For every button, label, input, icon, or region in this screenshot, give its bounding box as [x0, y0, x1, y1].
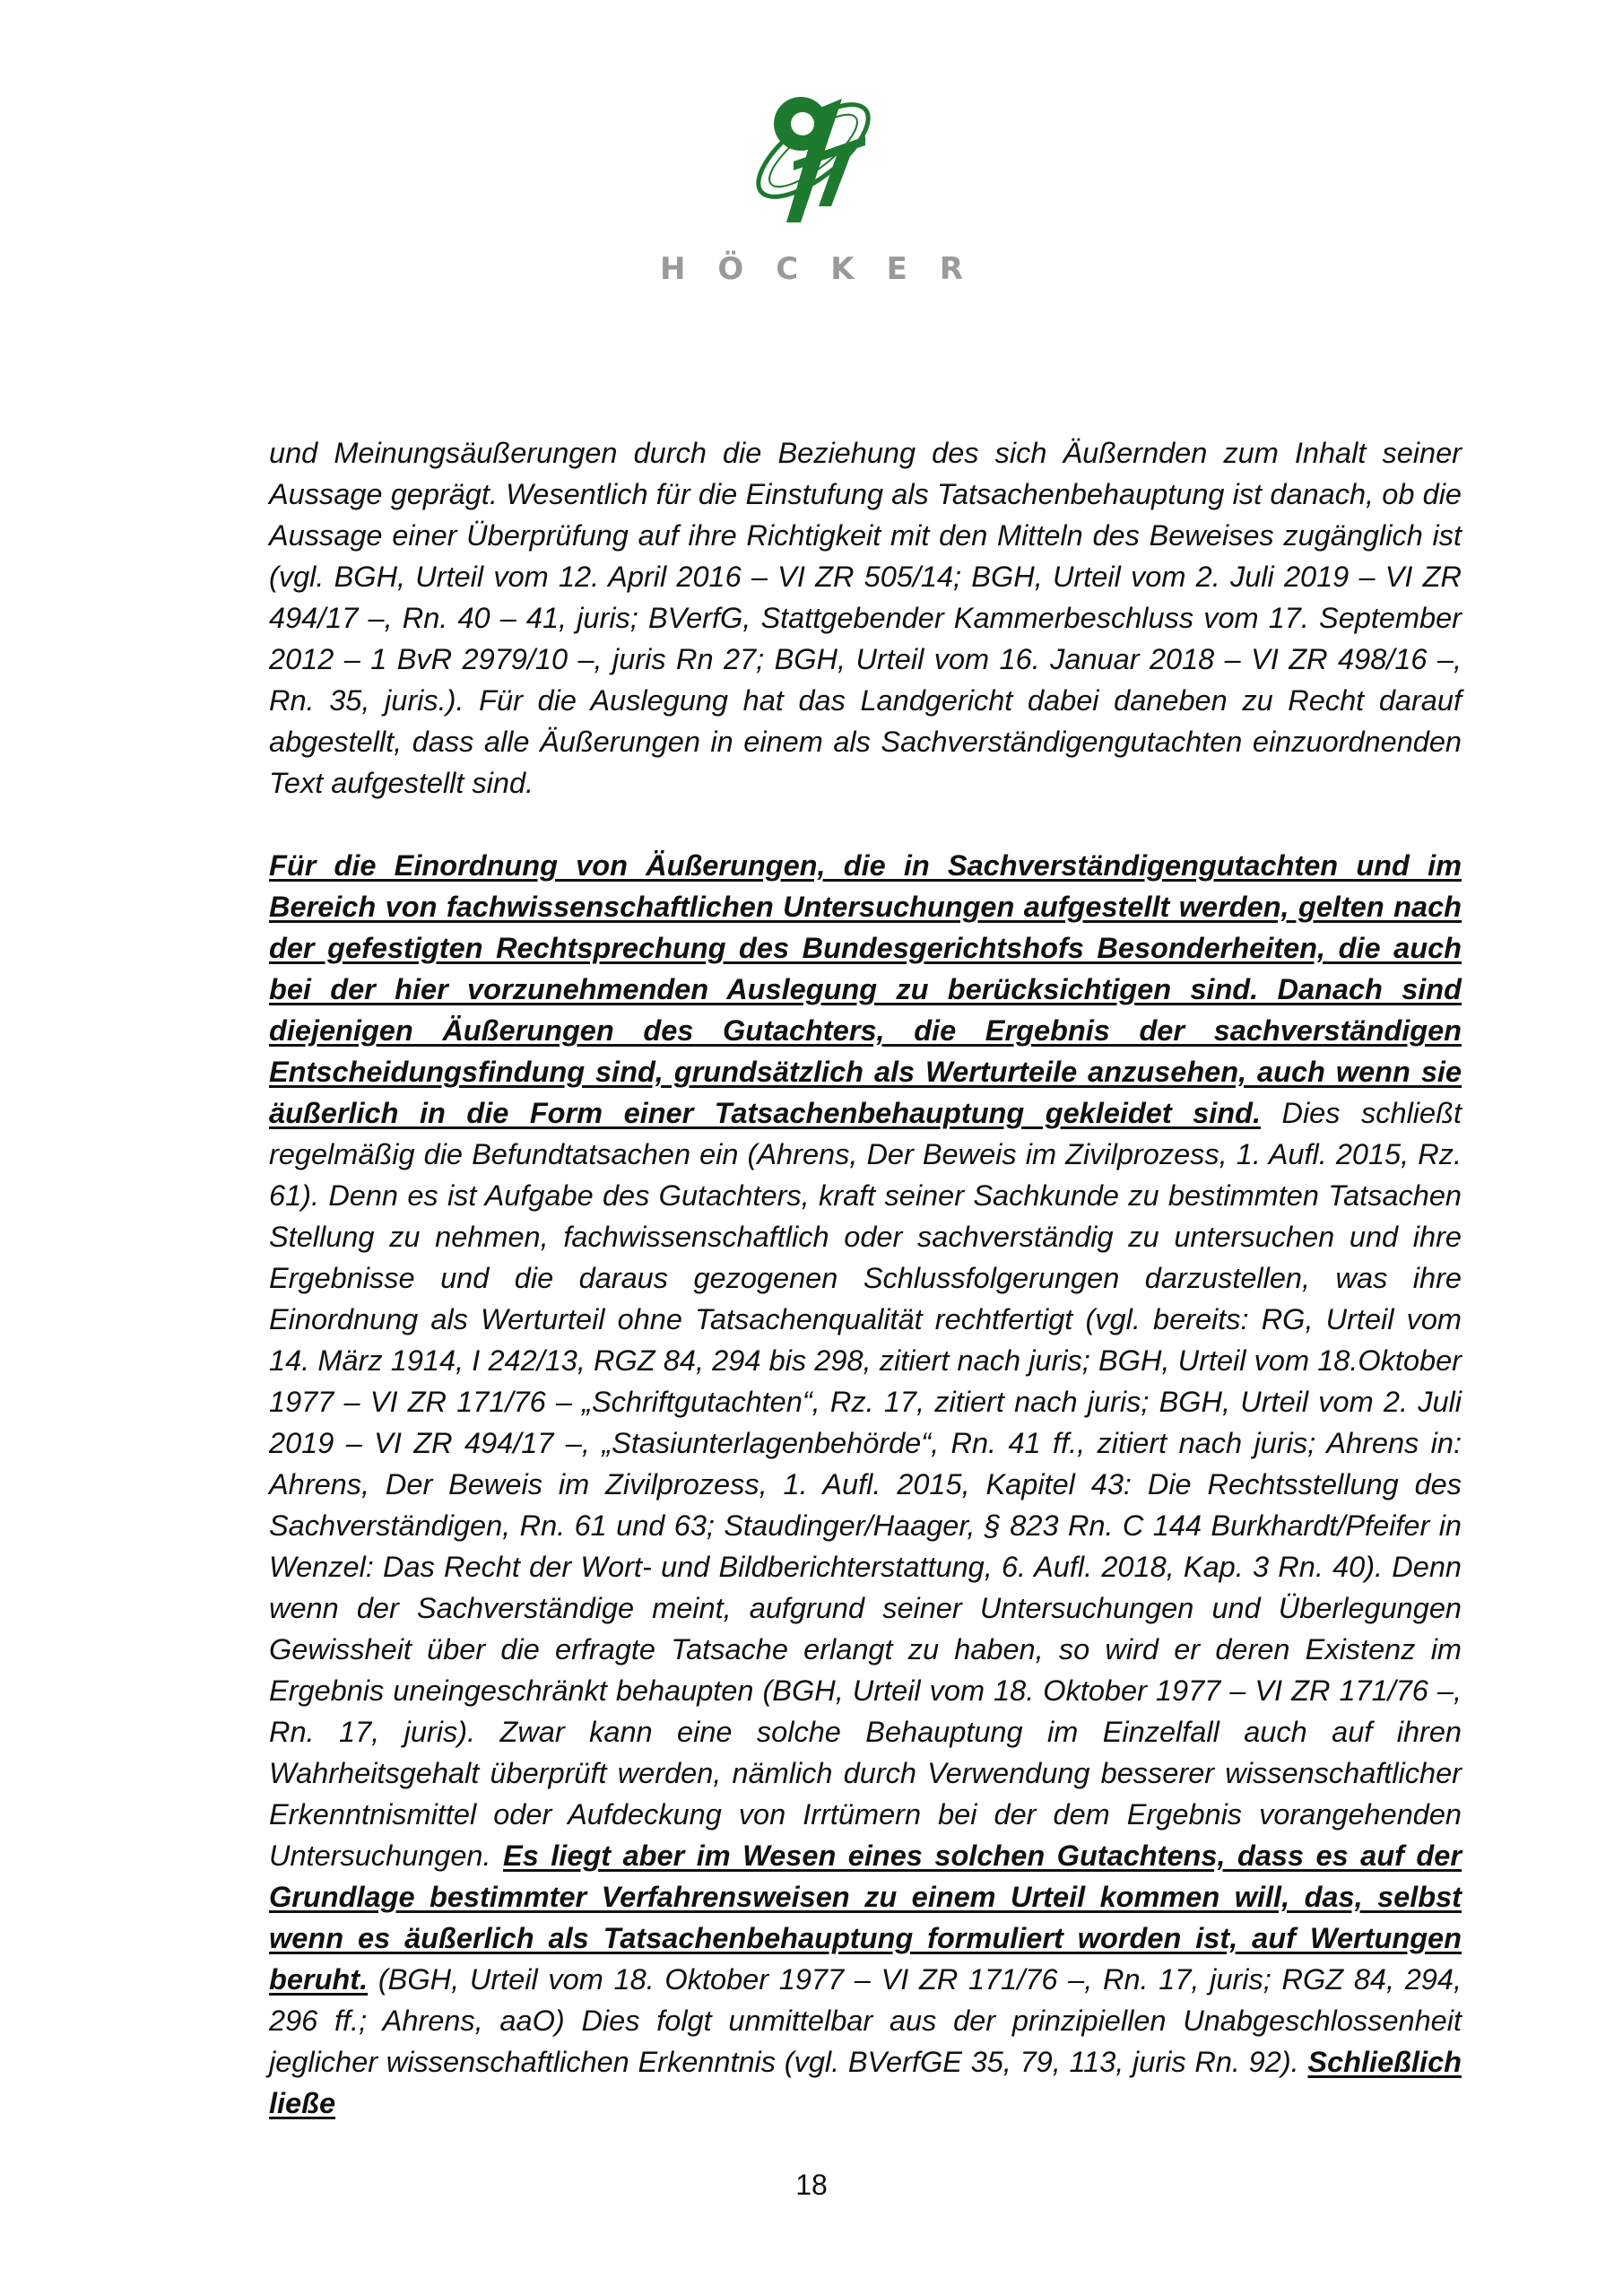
text-run: (BGH, Urteil vom 18. Oktober 1977 – VI ZR 171/76 –, Rn. 17, juris; RGZ 84, 294, 296 ff.; Ahrens, aaO) Dies folgt unmittelbar aus der prinzipiellen Unabgeschlossenheit jeglicher wissenschaftlichen Erkenntnis (vgl. BVerfGE 35, 79, 113, juris Rn. 92).	[269, 1963, 1462, 2078]
brand-name: HÖCKER	[659, 251, 996, 287]
document-body	[269, 432, 1462, 2124]
emphasized-text-run: Für die Einordnung von Äußerungen, die in Sachverständigengutachten und im Bereich von fachwissenschaftlichen Untersuchungen aufgestellt werden, gelten nach der gefestigten Rechtsprechung des Bundesgerichtshofs Besonderheiten, die auch bei der hier vorzunehmenden Auslegung zu berücksichtigen sind. Danach sind diejenigen Äußerungen des Gutachters, die Ergebnis der sachverständigen Entscheidungsfindung sind, grundsätzlich als Werturteile anzusehen, auch wenn sie äußerlich in die Form einer Tatsachenbehauptung gekleidet sind.	[269, 849, 1462, 1129]
paragraph	[269, 845, 1462, 2124]
paragraph	[269, 432, 1462, 804]
letterhead	[0, 72, 1623, 287]
page-number: 18	[795, 2169, 828, 2201]
hoecker-monogram-logo-icon	[731, 72, 892, 233]
emphasized-text-run: Schließlich ließe	[269, 2046, 1462, 2119]
text-run: Dies schließt regelmäßig die Befundtatsachen ein (Ahrens, Der Beweis im Zivilprozess, 1. Aufl. 2015, Rz. 61). Denn es ist Aufgabe des Gutachters, kraft seiner Sachkunde zu bestimmten Tatsachen Stellung zu nehmen, fachwissenschaftlich oder sachverständig zu untersuchen und ihre Ergebnisse und die daraus gezogenen Schlussfolgerungen darzustellen, was ihre Einordnung als Werturteil ohne Tatsachenqualität rechtfertigt (vgl. bereits: RG, Urteil vom 14. März 1914, I 242/13, RGZ 84, 294 bis 298, zitiert nach juris; BGH, Urteil vom 18.Oktober 1977 – VI ZR 171/76 – „Schriftgutachten“, Rz. 17, zitiert nach juris; BGH, Urteil vom 2. Juli 2019 – VI ZR 494/17 –, „Stasiunterlagenbehörde“, Rn. 41 ff., zitiert nach juris; Ahrens in: Ahrens, Der Beweis im Zivilprozess, 1. Aufl. 2015, Kapitel 43: Die Rechtsstellung des Sachverständigen, Rn. 61 und 63; Staudinger/Haager, § 823 Rn. C 144 Burkhardt/Pfeifer in Wenzel: Das Recht der Wort- und Bildberichterstattung, 6. Aufl. 2018, Kap. 3 Rn. 40). Denn wenn der Sachverständige meint, aufgrund seiner Untersuchungen und Überlegungen Gewissheit über die erfragte Tatsache erlangt zu haben, so wird er deren Existenz im Ergebnis uneingeschränkt behaupten (BGH, Urteil vom 18. Oktober 1977 – VI ZR 171/76 –, Rn. 17, juris). Zwar kann eine solche Behauptung im Einzelfall auch auf ihren Wahrheitsgehalt überprüft werden, nämlich durch Verwendung besserer wissenschaftlicher Erkenntnismittel oder Aufdeckung von Irrtümern bei der dem Ergebnis vorangehenden Untersuchungen.	[269, 1097, 1462, 1872]
text-run: und Meinungsäußerungen durch die Beziehung des sich Äußernden zum Inhalt seiner Aussage geprägt. Wesentlich für die Einstufung als Tatsachenbehauptung ist danach, ob die Aussage einer Überprüfung auf ihre Richtigkeit mit den Mitteln des Beweises zugänglich ist (vgl. BGH, Urteil vom 12. April 2016 – VI ZR 505/14; BGH, Urteil vom 2. Juli 2019 – VI ZR 494/17 –, Rn. 40 – 41, juris; BVerfG, Stattgebender Kammerbeschluss vom 17. September 2012 – 1 BvR 2979/10 –, juris Rn 27; BGH, Urteil vom 16. Januar 2018 – VI ZR 498/16 –, Rn. 35, juris.). Für die Auslegung hat das Landgericht dabei daneben zu Recht darauf abgestellt, dass alle Äußerungen in einem als Sachverständigengutachten einzuordnenden Text aufgestellt sind.	[269, 437, 1462, 799]
emphasized-text-run: Es liegt aber im Wesen eines solchen Gutachtens, dass es auf der Grundlage bestimmter Verfahrensweisen zu einem Urteil kommen will, das, selbst wenn es äußerlich als Tatsachenbehauptung formuliert worden ist, auf Wertungen beruht.	[269, 1839, 1462, 1996]
